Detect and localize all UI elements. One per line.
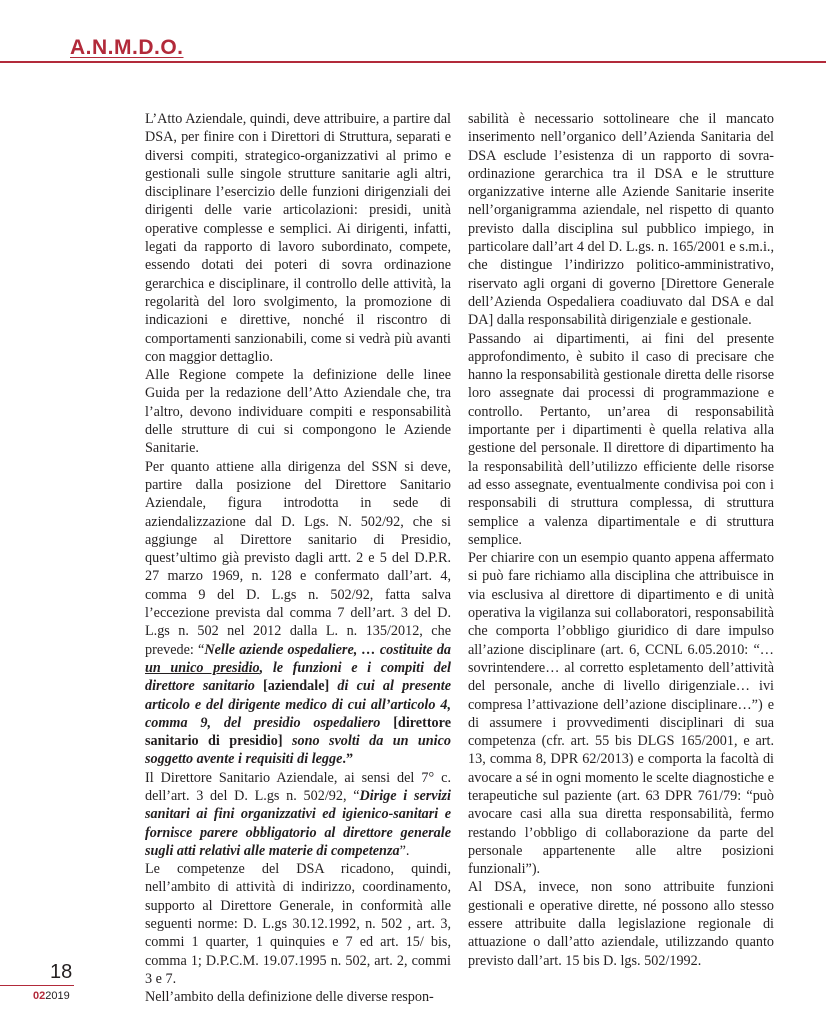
quote-run: Dirige i servizi sanitari ai fini organizzativi ed igienico-sanitari e fornisce parere obbligatorio al direttore generale sugli atti relativi alle materie di competenza	[145, 787, 452, 859]
text-run: .”	[342, 751, 354, 768]
paragraph: Al DSA, invece, non sono attribuite funzioni gestionali e operative dirette, né possono allo stesso essere attribuite dalla legislazione regionale di attuazione o dall’atto aziendale, utilizzando quanto previsto dall’art. 15 bis D. lgs. 502/1992.	[468, 879, 774, 969]
footer-divider	[0, 985, 74, 986]
paragraph: Le competenze del DSA ricadono, quindi, nell’ambito di attività di indirizzo, coordinamento, supporto al Direttore Generale, in conformità alle seguenti norme: D. L.gs 30.12.1992, n. 502 , art. 3, commi 1 quarter, 1 quinquies e 7 ed art. 15/ bis, comma 1; D.P.C.M. 19.07.1995 n. 502, art. 2, commi 3 e 7.	[145, 861, 451, 987]
paragraph: Alle Regione compete la definizione delle linee Guida per la redazione dell’Atto Aziendale che, tra l’altro, devono individuare compiti e responsabilità delle strutture di cui si compongono le Aziende Sanitarie.	[145, 367, 451, 457]
text-run: ”.	[399, 842, 410, 859]
page-number: 18	[50, 961, 73, 983]
text-run: Il Direttore Sanitario Aziendale, ai sensi del 7° c. dell’art. 3 del D. L.gs n. 502/92, “	[145, 769, 451, 804]
quote-run: Nelle aziende ospedaliere, … costituite da	[204, 641, 452, 658]
quote-run-underlined: un unico presidio	[145, 659, 260, 676]
bracket-note: [aziendale]	[254, 678, 338, 695]
paragraph: L’Atto Aziendale, quindi, deve attribuire, a partire dal DSA, per finire con i Direttori di Struttura, separati e diversi compiti, strategico-organizzativi al primo e gestionali sulle singole strutture sanitarie agli altri, disciplinare l’esercizio delle funzioni dirigenziali dei dirigenti delle varie articolazioni: presidi, unità operative complesse e semplici. Ai dirigenti, infatti, legati da rapporto di lavoro subordinato, compete, essendo dotati dei poteri di sovra ordinazione gerarchica e disciplinare, il controllo delle attività, la regolarità del loro svolgimento, la promozione di indicazioni e direttive, nonché il riscontro di comportamenti sanzionabili, come si vedrà più avanti con maggior dettaglio.	[145, 111, 451, 365]
paragraph: sabilità è necessario sottolineare che il mancato inserimento nell’organico dell’Azienda Sanitaria del DSA esclude l’esistenza di un rapporto di sovra-ordinazione gerarchica tra il DSA e le strutture organizzative interne alle Aziende Sanitarie inserite nell’organigramma aziendale, nel rispetto di quanto previsto dalla disciplina sul pubblico impiego, in particolare dall’art 4 del D. L.gs. n. 165/2001 e s.m.i., che distingue l’indirizzo politico-amministrativo, riservato agli organi di governo [Direttore Generale dell’Azienda Ospedaliera coadiuvato dal DSA e dal DA] dalla responsabilità dirigenziale e gestionale.	[468, 111, 774, 329]
quote-run: , le funzioni e i compiti del direttore sanitario	[145, 659, 451, 695]
paragraph: Passando ai dipartimenti, ai fini del presente approfondimento, è subito il caso di precisare che hanno la responsabilità gestionale diretta delle risorse loro assegnate dai processi di programmazione e controllo. Pertanto, un’area di responsabilità importante per i dipartimenti è quella relativa alla gestione del personale. Il direttore di dipartimento ha la responsabilità dell’utilizzo efficiente delle risorse ad esso assegnate, eventualmente condivisa poi con i responsabili di struttura complessa, di struttura semplice a valenza dipartimentale e di struttura semplice.	[468, 330, 774, 548]
paragraph	[145, 769, 451, 860]
paragraph: Per chiarire con un esempio quanto appena affermato si può fare richiamo alla disciplina che attribuisce in via esclusiva al direttore di dipartimento e di unità operativa la vigilanza sui collaboratori, responsabilità che comporta l’obbligo giuridico di dare impulso all’azione disciplinare (art. 6, CCNL 6.05.2010: “… sovrintendere… al corretto espletamento dell’attività del personale, anche di livello dirigenziale… ivi compresa l’attivazione dell’azione disciplinare…”) e di assumere i provvedimenti disciplinari di sua competenza (cfr. art. 55 bis DLGS 165/2001, e art. 13, comma 8, DPR 62/2013) e comporta la facoltà di avocare a sé in ogni momento le scelte diagnostiche e terapeutiche sul paziente (art. 63 DPR 761/79: “può avocare casi alla sua diretta responsabilità, fermo restando l’obbligo di collaborazione da parte del personale appartenente alle altre posizioni funzionali”).	[468, 550, 774, 878]
header-divider	[0, 61, 826, 63]
issue-year: 2019	[45, 990, 70, 1002]
quote-run: sono svolti da un unico soggetto avente i requisiti di legge	[145, 733, 452, 768]
text-run: Per quanto attiene alla dirigenza del SSN si deve, partire dalla posizione del Direttore Sanitario Aziendale, figura introdotta in sede di aziendalizzazione dal D. Lgs. N. 502/92, che si aggiunge al Direttore sanitario di Presidio, quest’ultimo già previsto dagli artt. 2 e 5 del D.P.R. 27 marzo 1969, n. 128 e confermato dall’art. 4, comma 9 del D. L.gs n. 502/92, fatta salva l’eccezione prevista dal comma 7 dell’art. 3 del D. L.gs n. 502 nel 2012 dalla L. n. 135/2012, che prevede: “	[145, 458, 451, 658]
right-column	[468, 110, 774, 970]
issue-number: 02	[33, 990, 46, 1002]
journal-logo: A.N.M.D.O.	[70, 36, 184, 59]
bracket-note: [direttore sanitario di presidio]	[145, 714, 451, 750]
left-column	[145, 110, 451, 1007]
paragraph: Nell’ambito della definizione delle diverse respon-	[145, 989, 434, 1006]
quote-run: di cui al presente articolo e del dirigente medico di cui all’articolo 4, comma 9, del presidio ospedaliero	[145, 678, 451, 731]
issue-label	[33, 990, 70, 1002]
paragraph	[145, 458, 451, 769]
